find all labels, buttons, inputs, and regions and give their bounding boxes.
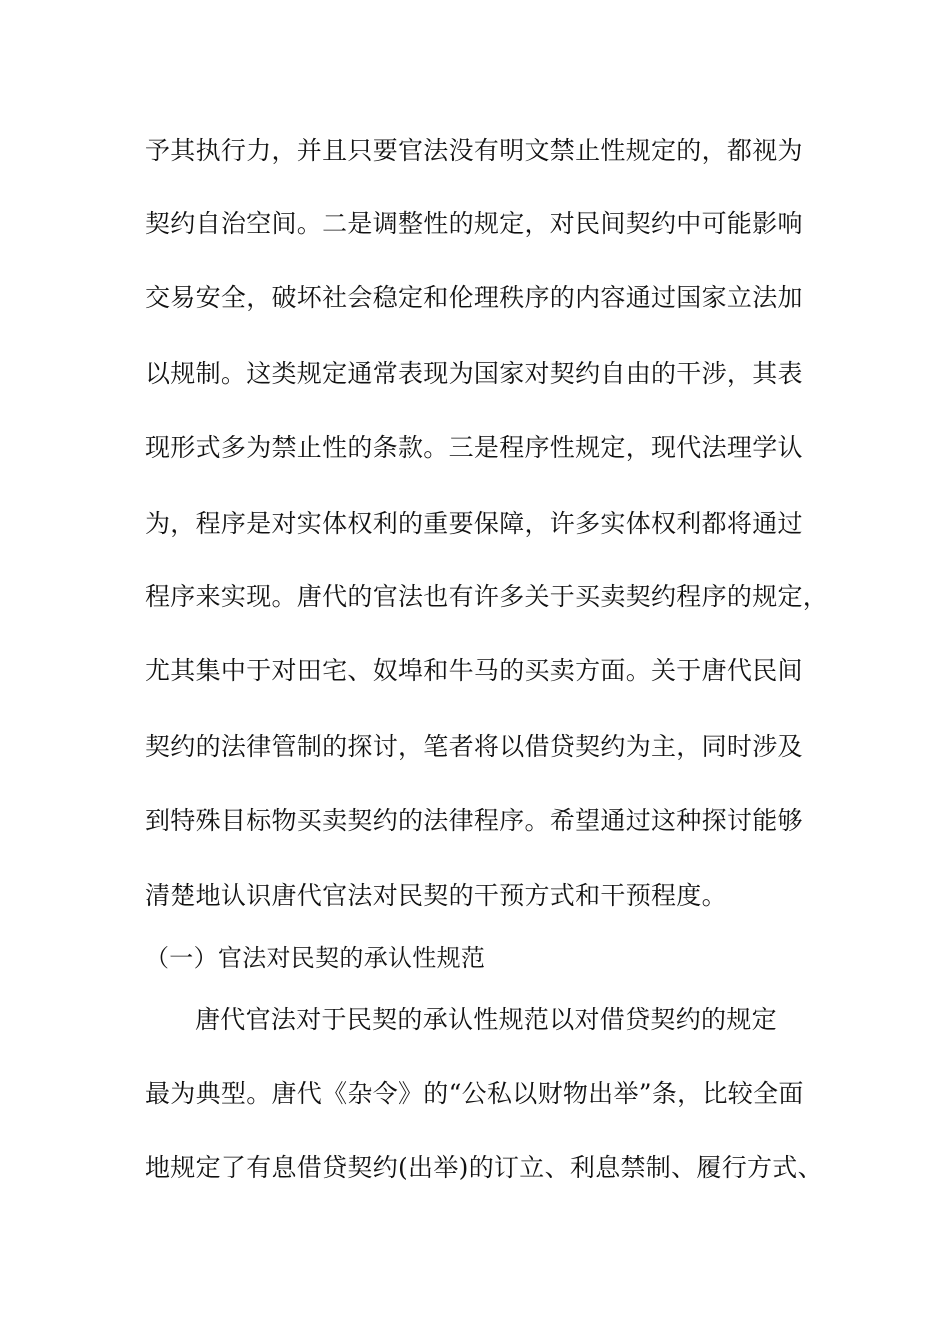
paragraph-line: 契约的法律管制的探讨，笔者将以借贷契约为主，同时涉及 — [145, 732, 803, 761]
paragraph-line: 尤其集中于对田宅、奴埠和牛马的买卖方面。关于唐代民间 — [145, 656, 803, 685]
paragraph-line: 现形式多为禁止性的条款。三是程序性规定，现代法理学认 — [145, 433, 803, 462]
paragraph-line: 为，程序是对实体权利的重要保障，许多实体权利都将通过 — [145, 509, 803, 538]
paragraph-line: 清楚地认识唐代官法对民契的干预方式和干预程度。 — [145, 881, 727, 910]
paragraph-line: 唐代官法对于民契的承认性规范以对借贷契约的规定 — [195, 1005, 777, 1034]
paragraph-line: 以规制。这类规定通常表现为国家对契约自由的干涉，其表 — [145, 359, 803, 388]
paragraph-line: 予其执行力，并且只要官法没有明文禁止性规定的，都视为 — [145, 136, 803, 165]
paragraph-line: 到特殊目标物买卖契约的法律程序。希望通过这种探讨能够 — [145, 806, 803, 835]
paragraph-line: 交易安全，破坏社会稳定和伦理秩序的内容通过国家立法加 — [145, 283, 803, 312]
paragraph-line: 最为典型。唐代《杂令》的“公私以财物出举”条，比较全面 — [145, 1079, 804, 1108]
paragraph-line: 地规定了有息借贷契约(出举)的订立、利息禁制、履行方式、 — [145, 1153, 823, 1182]
paragraph-line: 程序来实现。唐代的官法也有许多关于买卖契约程序的规定， — [145, 582, 829, 611]
paragraph-line: 契约自治空间。二是调整性的规定，对民间契约中可能影响 — [145, 209, 803, 238]
section-heading: （一）官法对民契的承认性规范 — [145, 944, 486, 972]
